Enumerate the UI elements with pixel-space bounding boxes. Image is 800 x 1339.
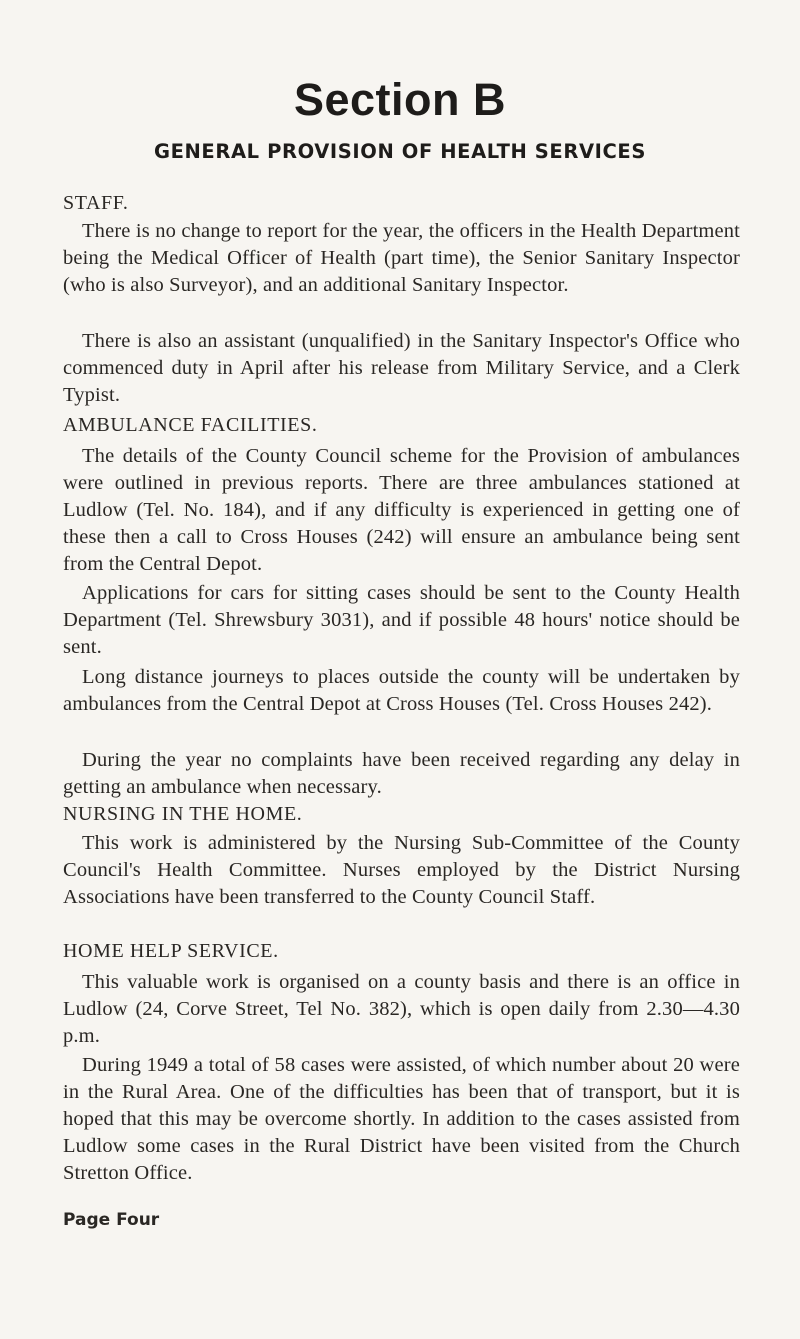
paragraph-home-help-2: During 1949 a total of 58 cases were assisted, of which number about 20 were in the Rural Area. One of the difficulties has been that of transport, but it is hoped that this may be overcome shortly. In addition to the cases assisted from Ludlow some cases in the Rural District have been visited from the Church Stretton Office.: [63, 1054, 740, 1184]
heading-home-help: HOME HELP SERVICE.: [63, 940, 279, 962]
paragraph-ambulance-2: Applications for cars for sitting cases should be sent to the County Health Department (Tel. Shrewsbury 3031), and if possible 48 hours' notice should be sent.: [63, 582, 740, 658]
heading-staff: STAFF.: [63, 192, 129, 214]
page-subtitle: GENERAL PROVISION OF HEALTH SERVICES: [153, 140, 646, 163]
paragraph-ambulance-1: The details of the County Council scheme for the Provision of ambulances were outlined in previous reports. There are three ambulances stationed at Ludlow (Tel. No. 184), and if any difficulty is experienced in getting one of these then a call to Cross Houses (242) will ensure an ambulance being sent from the Central Depot.: [63, 445, 740, 575]
paragraph-staff-1: There is no change to report for the year, the officers in the Health Department being the Medical Officer of Health (part time), the Senior Sanitary Inspector (who is also Surveyor), and an additional Sanitary Inspector.: [63, 220, 740, 296]
section-title: Section B: [293, 74, 507, 125]
paragraph-ambulance-4: During the year no complaints have been received regarding any delay in getting an ambulance when necessary.: [63, 749, 740, 798]
paragraph-home-help-1: This valuable work is organised on a county basis and there is an office in Ludlow (24, Corve Street, Tel No. 382), which is open daily from 2.30—4.30 p.m.: [63, 971, 740, 1047]
paragraph-ambulance-3: Long distance journeys to places outside the county will be undertaken by ambulances from the Central Depot at Cross Houses (Tel. Cross Houses 242).: [63, 666, 740, 715]
paragraph-nursing-1: This work is administered by the Nursing Sub-Committee of the County Council's Health Committee. Nurses employed by the District Nursing Associations have been transferred to the County Council Staff.: [63, 832, 740, 908]
paragraph-staff-2: There is also an assistant (unqualified) in the Sanitary Inspector's Office who commenced duty in April after his release from Military Service, and a Clerk Typist.: [63, 330, 740, 406]
page-footer: Page Four: [63, 1210, 160, 1230]
heading-nursing: NURSING IN THE HOME.: [63, 803, 303, 825]
heading-ambulance: AMBULANCE FACILITIES.: [63, 414, 318, 436]
